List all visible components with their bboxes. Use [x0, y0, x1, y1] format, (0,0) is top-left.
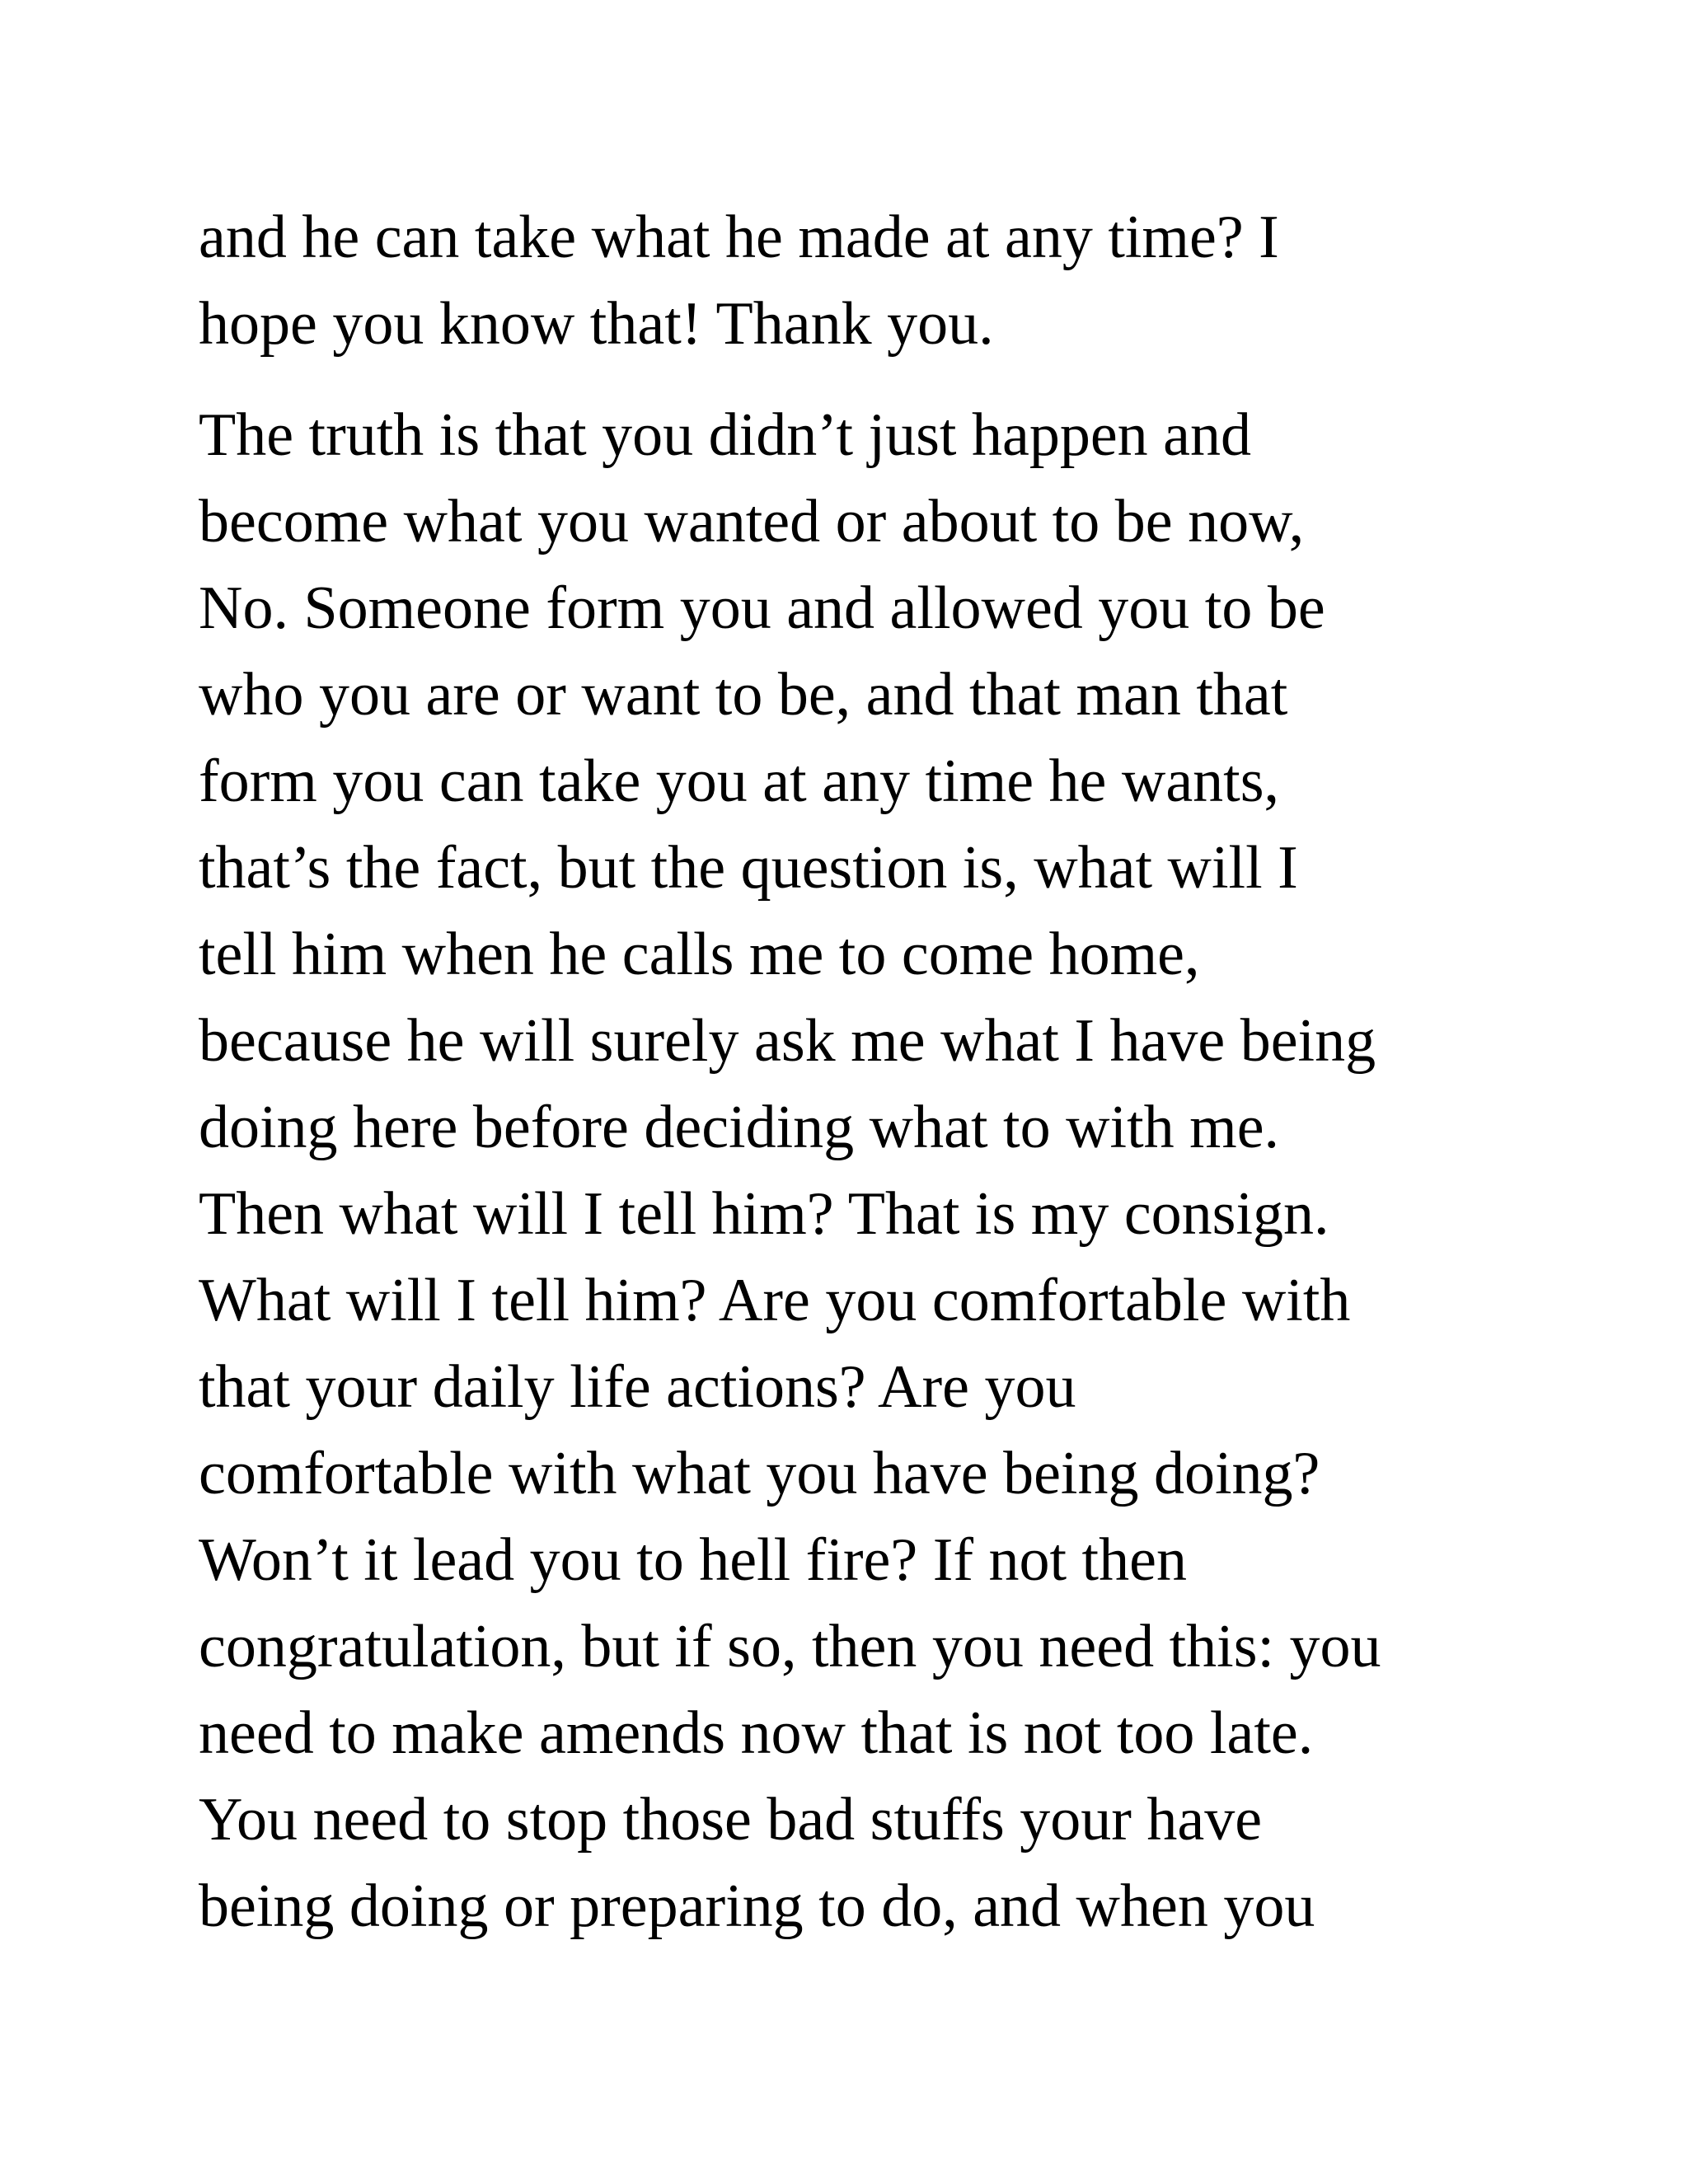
text-line: because he will surely ask me what I have being [199, 1007, 1376, 1075]
text-line: that’s the fact, but the question is, what will I [199, 834, 1298, 902]
text-line: need to make amends now that is not too late. [199, 1699, 1314, 1767]
text-line: and he can take what he made at any time? I [199, 204, 1279, 271]
paragraph-2 [199, 392, 1550, 1950]
text-line: doing here before deciding what to with me. [199, 1094, 1280, 1161]
text-line: Won’t it lead you to hell fire? If not then [199, 1526, 1187, 1594]
text-line: The truth is that you didn’t just happen and [199, 401, 1252, 469]
text-line: that your daily life actions? Are you [199, 1353, 1076, 1421]
text-line: hope you know that! Thank you. [199, 290, 994, 358]
text-line: tell him when he calls me to come home, [199, 921, 1200, 988]
paragraph-1 [199, 194, 1550, 368]
text-line: comfortable with what you have being doing? [199, 1440, 1320, 1507]
text-line: No. Someone form you and allowed you to be [199, 574, 1325, 642]
text-line: become what you wanted or about to be now, [199, 488, 1305, 555]
text-line: congratulation, but if so, then you need this: you [199, 1613, 1381, 1680]
text-line: You need to stop those bad stuffs your have [199, 1786, 1263, 1854]
text-line: form you can take you at any time he wants, [199, 748, 1280, 815]
text-line: What will I tell him? Are you comfortable with [199, 1267, 1351, 1334]
text-line: Then what will I tell him? That is my consign. [199, 1180, 1329, 1248]
text-line: being doing or preparing to do, and when you [199, 1872, 1315, 1940]
text-line: who you are or want to be, and that man that [199, 661, 1288, 729]
